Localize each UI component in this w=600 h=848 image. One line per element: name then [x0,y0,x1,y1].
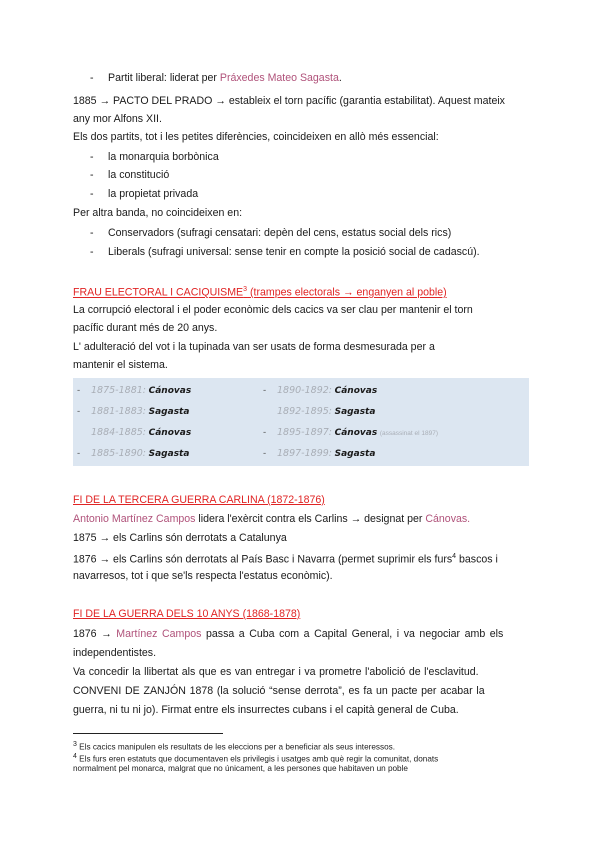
frau-paragraph-2b: mantenir el sistema. [73,359,168,371]
section-heading-carlina: FI DE LA TERCERA GUERRA CARLINA (1872-1876) [73,494,325,506]
years: 1881-1883: [91,406,146,417]
table-row [77,427,191,438]
years: 1897-1899: [277,448,332,459]
footnote-divider [73,733,223,734]
years: 1875-1881: [91,385,146,396]
coincideixen-line: Els dos partits, tot i les petites diferències, coincideixen en allò més essencial: [73,131,439,143]
table-row: - 1897-1899: Sagasta [263,448,376,459]
leader-name: Sagasta [148,449,190,459]
canovas-name: Cánovas. [425,513,471,525]
pacto-line-1: 1885 → PACTO DEL PRADO → estableix el torn pacífic (garantia estabilitat). Aquest mateix [73,95,505,107]
leader-name: Sagasta [334,449,376,459]
table-row: - 1895-1897: Cánovas (assassinat el 1897) [263,427,439,438]
table-row [263,406,375,417]
footnote-4-cont: normalment pel monarca, malgrat que no únicament, a les persones que habitaven un poble [73,764,408,773]
pacto-line-2: any mor Alfons XII. [73,113,162,125]
sagasta-name: Práxedes Mateo Sagasta [219,72,339,84]
years: 1885-1890: [91,448,146,459]
deu-line-3: Va concedir la llibertat als que es van entregar i va prometre l'abolició de l'esclavitud. [73,666,479,678]
list-item: - la constitució [90,169,170,181]
footnote-number: 4 [73,753,77,760]
list-item: - la monarquia borbònica [90,151,219,163]
footnote-ref: 3 [243,286,248,293]
deu-line-4: CONVENI DE ZANJÓN 1878 (la solució “sense derrota”, es fa un pacte per acabar la [73,685,485,697]
assassination-note: (assassinat el 1897) [379,430,439,437]
leader-name: Cánovas [334,428,378,438]
list-item-text: la monarquia borbònica [108,151,219,163]
footnote-text: Els cacics manipulen els resultats de les eleccions per a beneficiar als seus interessos. [76,742,396,752]
bullet-text: Partit liberal: liderat per [108,72,220,84]
list-item-text: Conservadors (sufragi censatari: depèn del cens, estatus social dels rics) [108,227,452,239]
list-item: - la propietat privada [90,188,199,200]
leader-name: Sagasta [148,407,190,417]
heading-text: FRAU ELECTORAL I CACIQUISME [73,286,244,299]
table-row: - 1890-1892: Cánovas [263,385,378,396]
list-item-text: la constitució [108,169,170,181]
heading-subtext: (trampes electorals → enganyen al poble) [247,286,447,299]
years: 1895-1897: [277,427,332,438]
text: 1876 → [73,628,117,640]
frau-paragraph-2a: L' adulteració del vot i la tupinada van ser usats de forma desmesurada per a [73,341,435,353]
deu-line-5: guerra, ni tu ni jo). Firmat entre els insurrectes cubans i el capità general de Cuba. [73,704,459,716]
bullet-partit-liberal: - Partit liberal: liderat per Práxedes Mateo Sagasta. [90,72,342,84]
footnote-number: 3 [73,741,77,748]
leader-name: Cánovas [334,386,378,396]
list-item: - Conservadors (sufragi censatari: depèn del cens, estatus social dels rics) [90,227,452,239]
deu-line-2: independentistes. [73,647,157,659]
leader-name: Cánovas [148,386,192,396]
governments-table [73,378,529,466]
text: bascos i [456,553,498,566]
text: 1876 → els Carlins són derrotats al País Basc i Navarra (permet suprimir els furs [73,553,453,566]
deu-line-1 [73,627,503,641]
carlina-line-2: 1875 → els Carlins són derrotats a Catalunya [73,532,287,544]
section-heading-deu-anys: FI DE LA GUERRA DELS 10 ANYS (1868-1878) [73,608,301,620]
carlina-line-3 [73,550,498,567]
list-item-text: la propietat privada [108,188,199,200]
footnote-ref: 4 [452,553,457,560]
leader-name: Sagasta [334,407,376,417]
table-row: - 1885-1890: Sagasta [77,448,190,459]
years: 1892-1895: [277,406,332,417]
table-row: - 1881-1883: Sagasta [77,406,190,417]
frau-paragraph-1a: La corrupció electoral i el poder econòmic dels cacics va ser clau per mantenir el torn [73,304,473,316]
text: passa a Cuba com a Capital General, i va negociar amb els [201,628,504,640]
list-item-text: Liberals (sufragi universal: sense tenir en compte la posició social de cadascú). [108,246,480,258]
period: . [338,72,342,84]
text: lidera l'exèrcit contra els Carlins → designat per [195,513,426,525]
years: 1890-1892: [277,385,332,396]
list-item: - Liberals (sufragi universal: sense tenir en compte la posició social de cadascú). [90,246,480,258]
frau-paragraph-1b: pacífic durant més de 20 anys. [73,322,218,334]
table-row: - 1875-1881: Cánovas [77,385,192,396]
carlina-line-4: navarresos, tot i que se'ls respecta l'estatus econòmic). [73,570,333,582]
martinez-campos-name: Antonio Martínez Campos [73,513,196,525]
no-coincideixen-line: Per altra banda, no coincideixen en: [73,207,243,219]
footnote-text: Els furs eren estatuts que documentaven els privilegis i usatges amb què regir la comunitat, donats [76,754,439,764]
martinez-campos-name: Martínez Campos [116,628,202,640]
leader-name: Cánovas [148,428,192,438]
carlina-line-1 [73,512,470,526]
section-heading-frau [73,283,447,300]
years: 1884-1885: [91,427,146,438]
